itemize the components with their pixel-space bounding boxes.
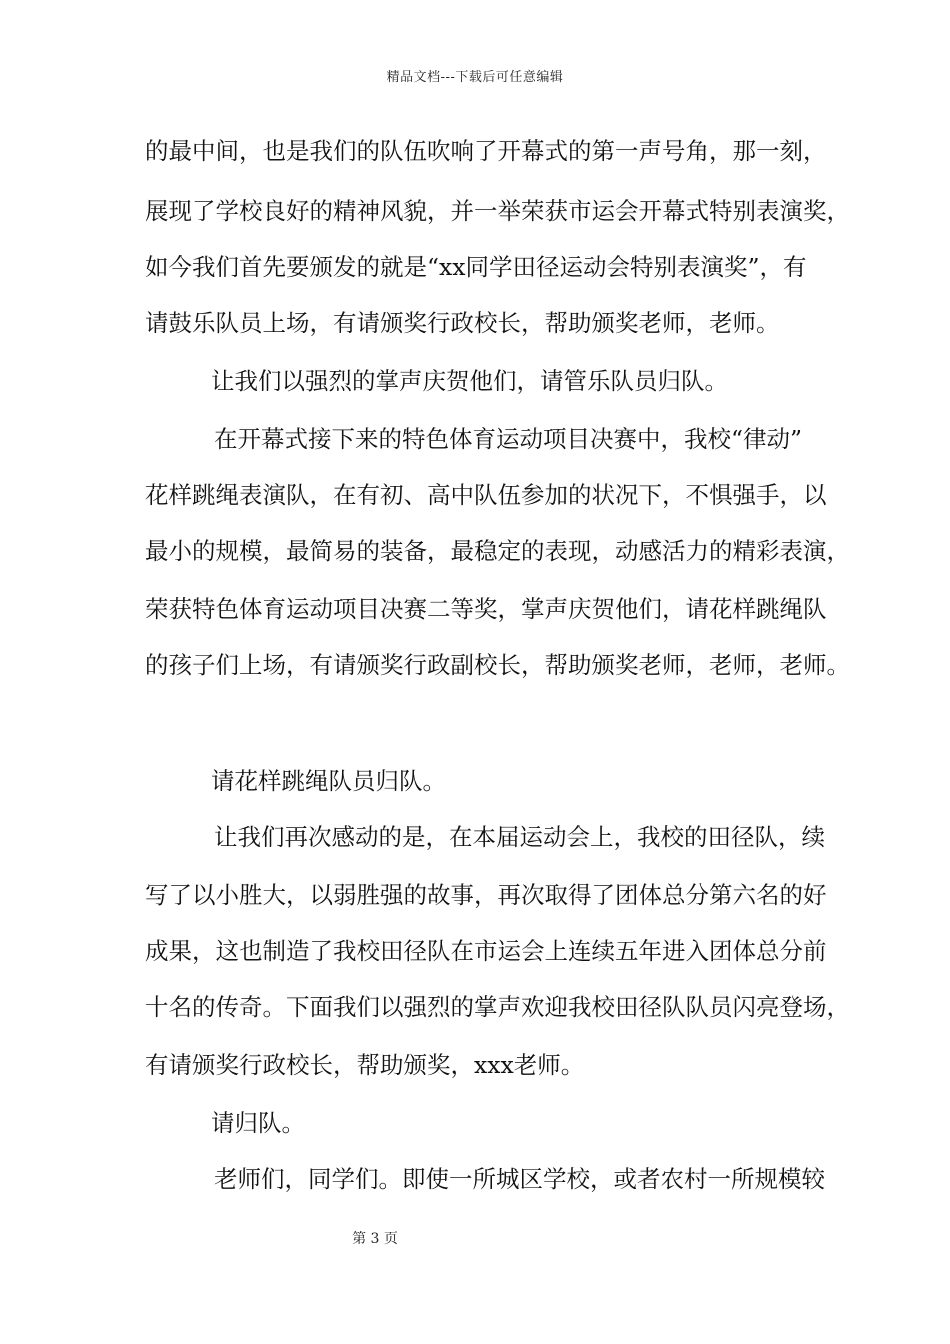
- body-line: 让我们以强烈的掌声庆贺他们，请管乐队员归队。: [211, 367, 728, 395]
- body-line: 的最中间，也是我们的队伍吹响了开幕式的第一声号角，那一刻，: [145, 137, 827, 165]
- body-line: 的孩子们上场，有请颁奖行政副校长，帮助颁奖老师，老师，老师。: [145, 651, 850, 679]
- body-line: 请鼓乐队员上场，有请颁奖行政校长，帮助颁奖老师，老师。: [145, 309, 780, 337]
- body-line: 成果，这也制造了我校田径队在市运会上连续五年进入团体总分前: [145, 937, 827, 965]
- body-line: 如今我们首先要颁发的就是“xx同学田径运动会特别表演奖”，有: [145, 253, 807, 281]
- body-line: 请归队。: [211, 1109, 305, 1137]
- body-line: 在开幕式接下来的特色体育运动项目决赛中，我校“律动”: [214, 425, 803, 453]
- body-line: 最小的规模，最简易的装备，最稳定的表现，动感活力的精彩表演，: [145, 537, 850, 565]
- body-line: 十名的传奇。下面我们以强烈的掌声欢迎我校田径队队员闪亮登场，: [145, 993, 850, 1021]
- page-number: 第 3 页: [352, 1231, 398, 1247]
- body-line: 荣获特色体育运动项目决赛二等奖，掌声庆贺他们，请花样跳绳队: [145, 595, 827, 623]
- page-header: 精品文档---下载后可任意编辑: [386, 70, 564, 85]
- body-line: 有请颁奖行政校长，帮助颁奖，xxx老师。: [145, 1051, 585, 1079]
- body-line: 花样跳绳表演队，在有初、高中队伍参加的状况下，不惧强手，以: [145, 481, 827, 509]
- body-line: 老师们，同学们。即使一所城区学校，或者农村一所规模较: [214, 1165, 825, 1193]
- body-line: 让我们再次感动的是，在本届运动会上，我校的田径队，续: [214, 823, 825, 851]
- body-line: 请花样跳绳队员归队。: [211, 767, 446, 795]
- body-line: 展现了学校良好的精神风貌，并一举荣获市运会开幕式特别表演奖，: [145, 197, 850, 225]
- body-line: 写了以小胜大，以弱胜强的故事，再次取得了团体总分第六名的好: [145, 881, 827, 909]
